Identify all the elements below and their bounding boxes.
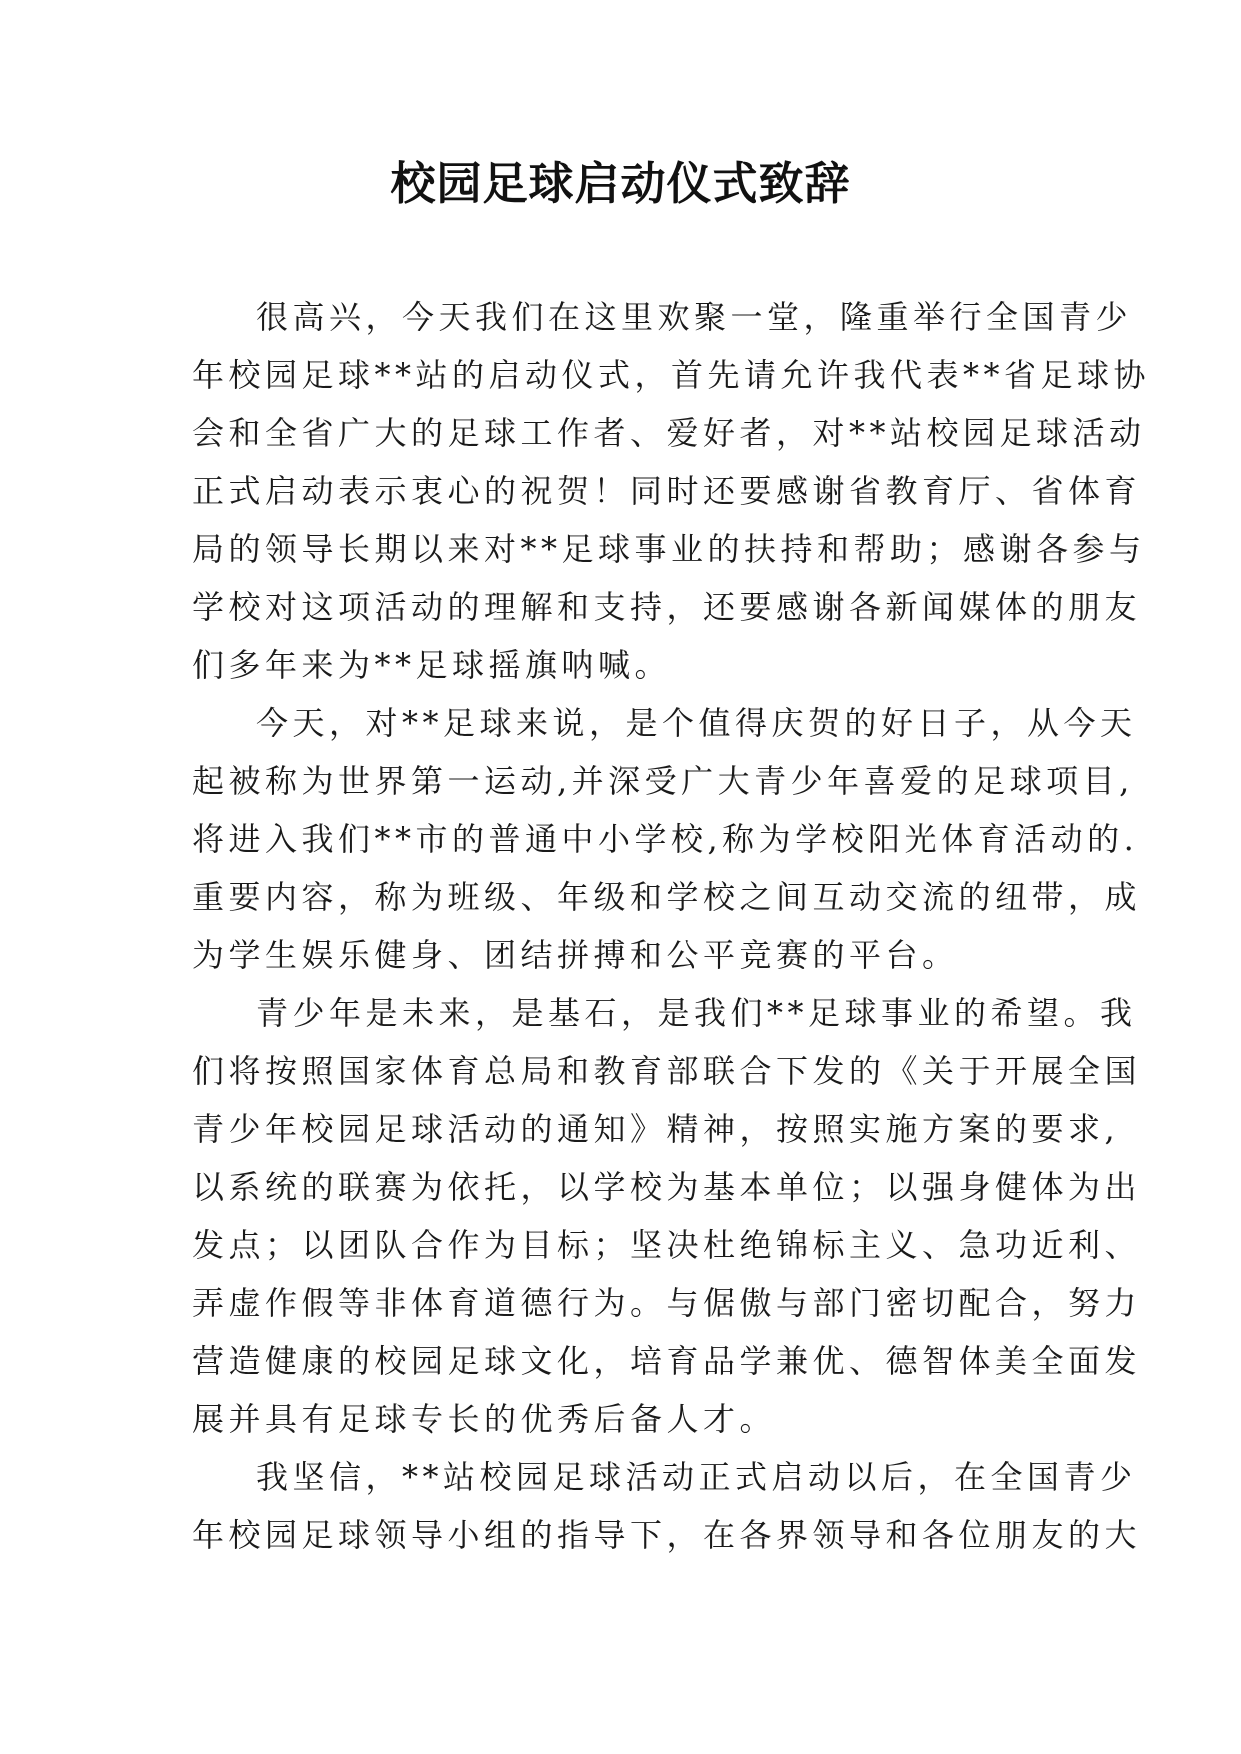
paragraph-line: 我坚信，**站校园足球活动正式启动以后，在全国青少 <box>256 1458 1137 1496</box>
paragraph-line: 们将按照国家体育总局和教育部联合下发的《关于开展全国 <box>192 1052 1142 1090</box>
paragraph <box>192 984 1142 1448</box>
paragraph <box>192 288 1151 694</box>
paragraph-line: 学校对这项活动的理解和支持，还要感谢各新闻媒体的朋友 <box>192 588 1142 626</box>
paragraph-line: 年校园足球领导小组的指导下，在各界领导和各位朋友的大 <box>192 1516 1142 1554</box>
document-body <box>192 288 1151 1564</box>
paragraph-line: 正式启动表示衷心的祝贺！同时还要感谢省教育厅、省体育 <box>192 472 1142 510</box>
paragraph-line: 弄虚作假等非体育道德行为。与倨傲与部门密切配合，努力 <box>192 1284 1142 1322</box>
paragraph-line: 展并具有足球专长的优秀后备人才。 <box>192 1400 777 1438</box>
paragraph-line: 年校园足球**站的启动仪式，首先请允许我代表**省足球协 <box>192 356 1151 394</box>
paragraph-line: 青少年校园足球活动的通知》精神，按照实施方案的要求, <box>192 1110 1120 1148</box>
paragraph <box>192 694 1142 984</box>
paragraph-line: 局的领导长期以来对**足球事业的扶持和帮助；感谢各参与 <box>192 530 1146 568</box>
paragraph-line: 以系统的联赛为依托，以学校为基本单位；以强身健体为出 <box>192 1168 1142 1206</box>
paragraph-line: 青少年是未来，是基石，是我们**足球事业的希望。我 <box>256 994 1137 1032</box>
paragraph-line: 们多年来为**足球摇旗呐喊。 <box>192 646 672 684</box>
paragraph-line: 会和全省广大的足球工作者、爱好者，对**站校园足球活动 <box>192 414 1146 452</box>
paragraph-line: 今天，对**足球来说，是个值得庆贺的好日子，从今天 <box>256 704 1137 742</box>
paragraph-line: 营造健康的校园足球文化，培育品学兼优、德智体美全面发 <box>192 1342 1142 1380</box>
paragraph-line: 很高兴，今天我们在这里欢聚一堂，隆重举行全国青少 <box>256 298 1133 336</box>
paragraph-line: 将进入我们**市的普通中小学校,称为学校阳光体育活动的. <box>192 820 1139 858</box>
paragraph <box>192 1448 1142 1564</box>
document-title: 校园足球启动仪式致辞 <box>390 157 851 210</box>
paragraph-line: 发点；以团队合作为目标；坚决杜绝锦标主义、急功近利、 <box>192 1226 1142 1264</box>
paragraph-line: 为学生娱乐健身、团结拼搏和公平竞赛的平台。 <box>192 936 959 974</box>
paragraph-line: 起被称为世界第一运动,并深受广大青少年喜爱的足球项目, <box>192 762 1134 800</box>
paragraph-line: 重要内容，称为班级、年级和学校之间互动交流的纽带，成 <box>192 878 1142 916</box>
